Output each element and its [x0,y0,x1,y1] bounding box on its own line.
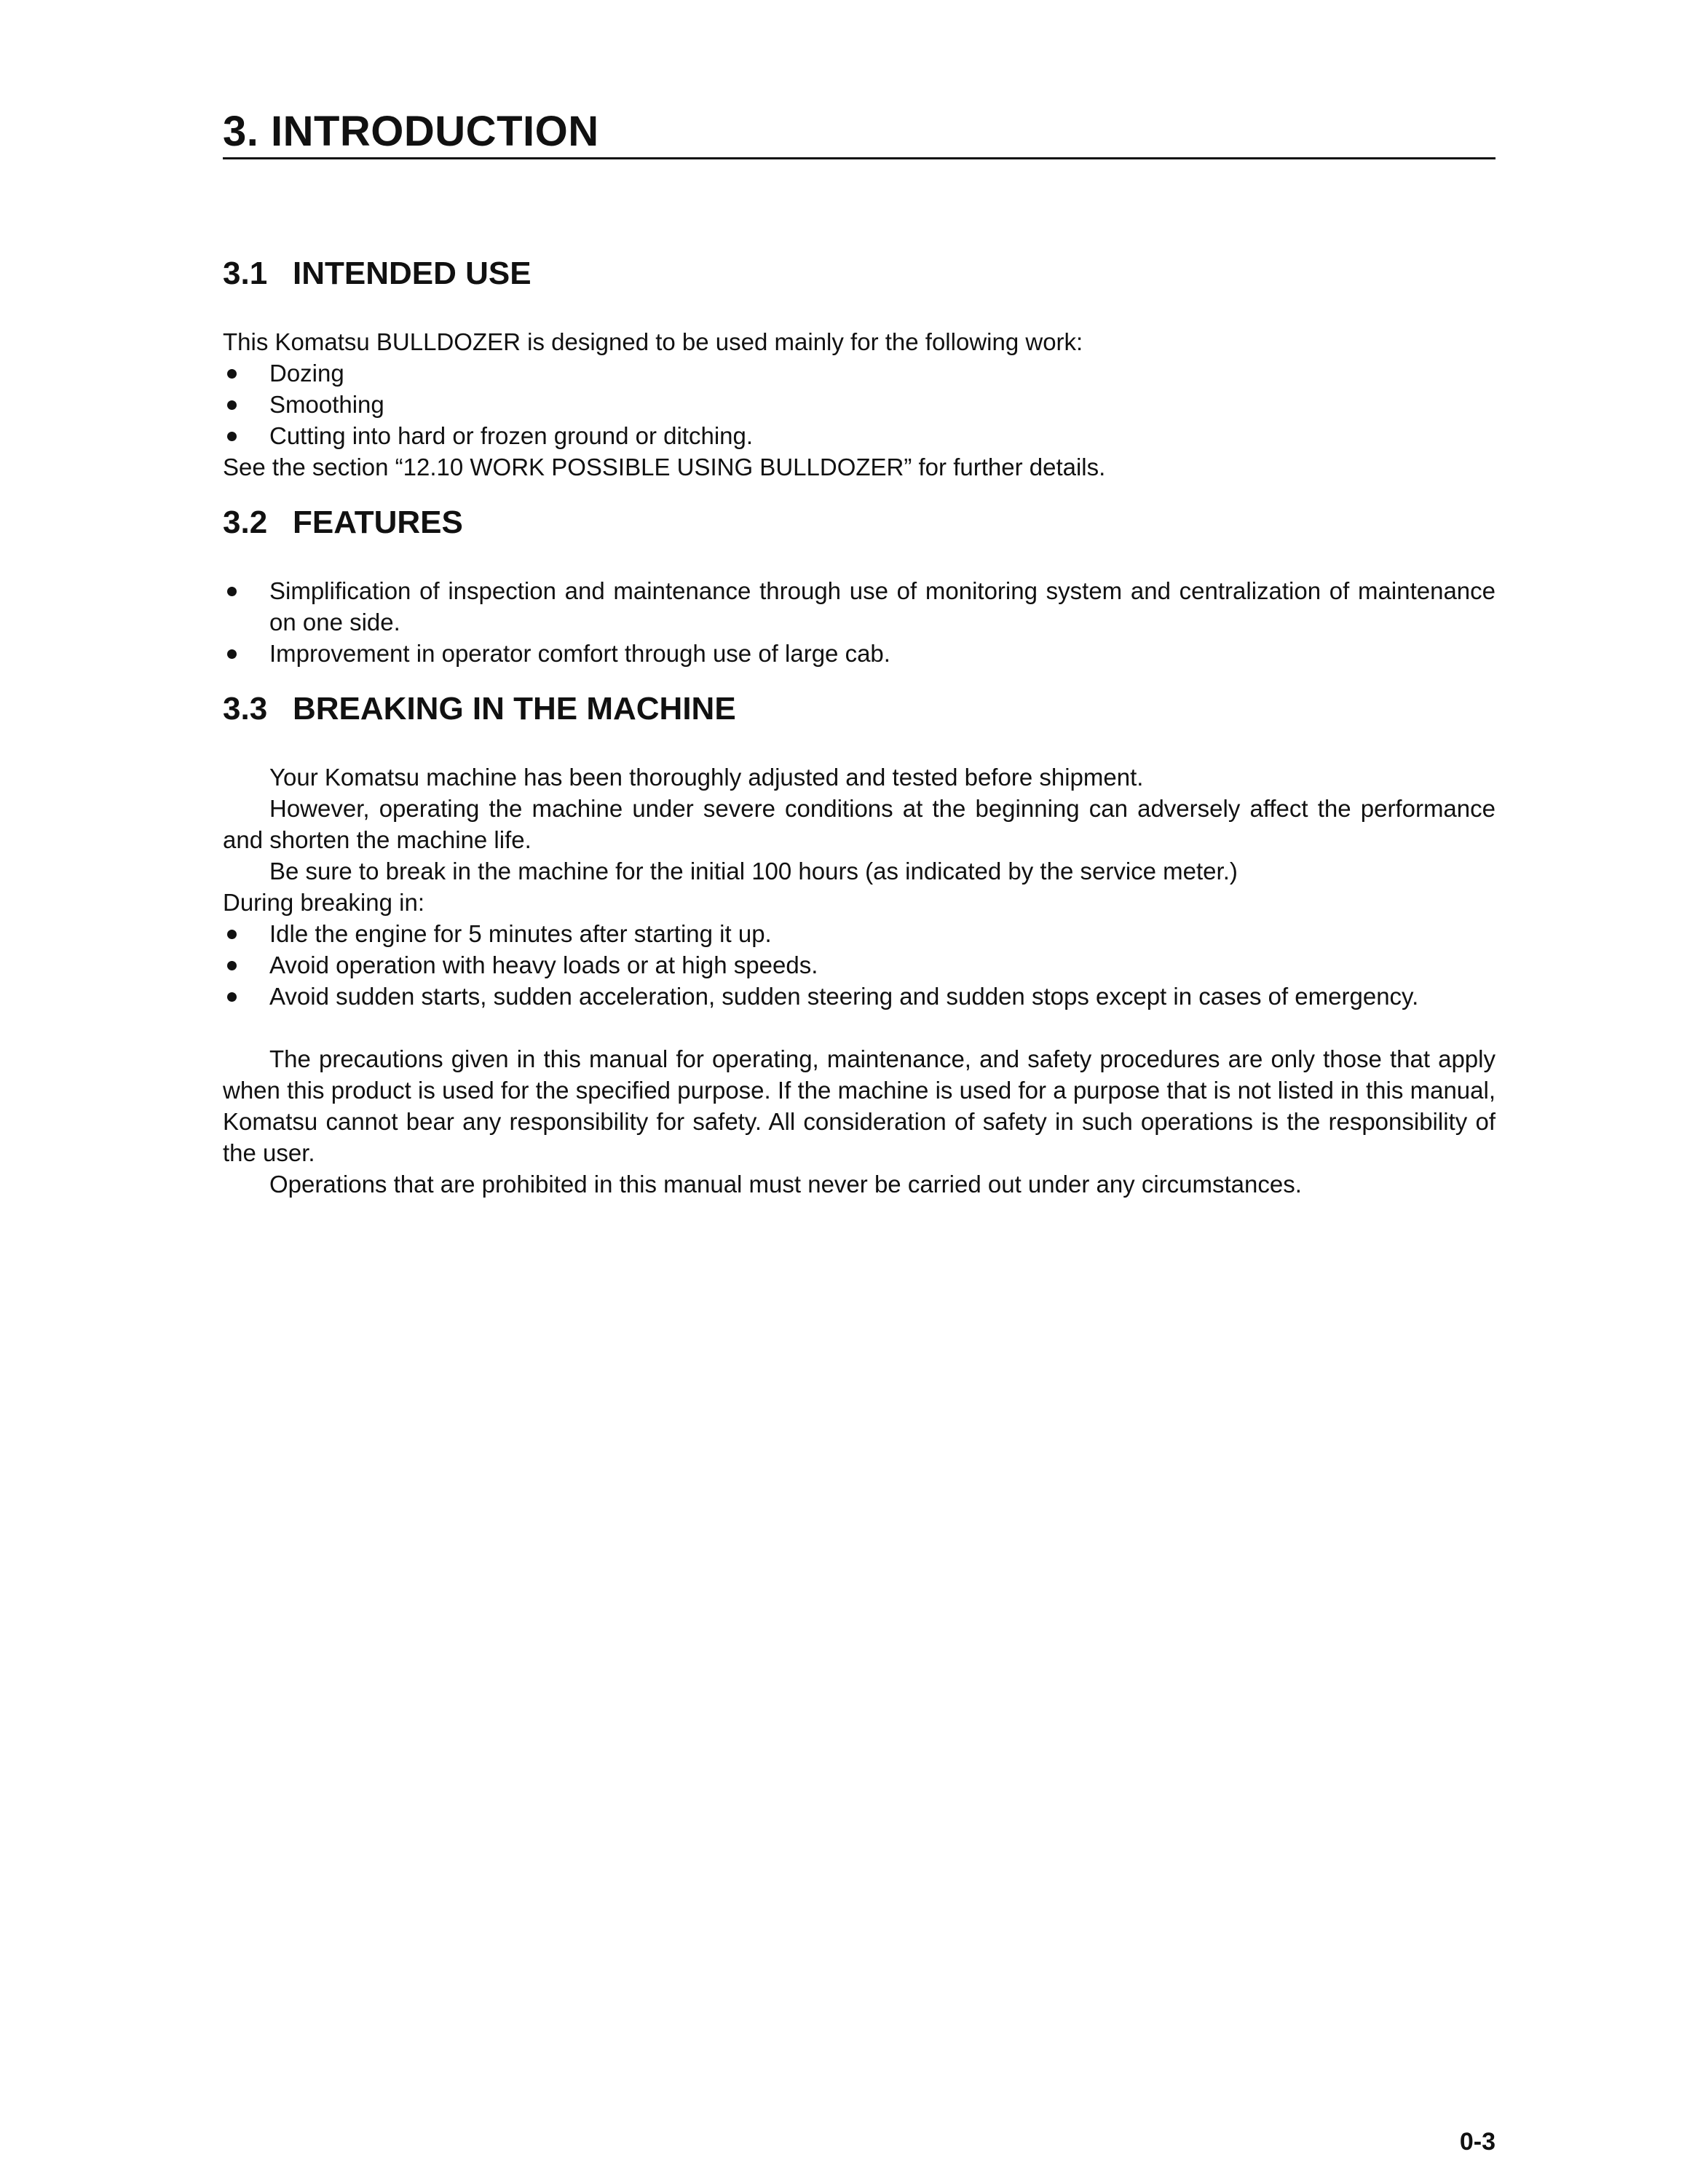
chapter-title: 3. INTRODUCTION [223,108,1496,159]
section-features [223,504,1496,669]
bullet-icon [227,369,237,379]
section-number: 3.2 [223,505,268,540]
bullet-icon [227,432,237,441]
section-number: 3.1 [223,256,268,291]
list-item: Dozing [223,357,1496,389]
breaking-in-list [223,918,1496,1012]
bullet-icon [227,961,237,970]
bullet-icon [227,930,237,939]
list-item: Cutting into hard or frozen ground or ditching. [223,420,1496,451]
list-item: Avoid operation with heavy loads or at high speeds. [223,949,1496,981]
bullet-icon [227,649,237,659]
list-item: Improvement in operator comfort through use of large cab. [223,638,1496,669]
section-number: 3.3 [223,691,268,727]
list-item: Smoothing [223,389,1496,420]
work-list [223,357,1496,451]
list-item: Avoid sudden starts, sudden acceleration, sudden steering and sudden stops except in cases of emergency. [223,981,1496,1012]
section-heading [223,255,1496,293]
section-breaking-in [223,690,1496,1200]
page-number: 0-3 [1459,2128,1496,2156]
intro-text: This Komatsu BULLDOZER is designed to be used mainly for the following work: [223,328,1083,355]
bullet-icon [227,587,237,596]
bullet-icon [227,400,237,410]
section-title: BREAKING IN THE MACHINE [293,691,736,727]
section-heading [223,504,1496,542]
list-item: Idle the engine for 5 minutes after starting it up. [223,918,1496,949]
paragraph: However, operating the machine under severe conditions at the beginning can adversely affect the performance and shorten the machine life. [223,795,1496,853]
list-intro: During breaking in: [223,889,424,916]
paragraph: Your Komatsu machine has been thoroughly adjusted and tested before shipment. [269,764,1144,791]
paragraph: The precautions given in this manual for operating, maintenance, and safety procedures are only those that apply when this product is used for the specified purpose. If the machine is used for a purpose that is not listed in this manual, Komatsu cannot bear any responsibility for safety. All consideration of safety in such operations is the responsibility of the user. [223,1045,1496,1166]
paragraph: Operations that are prohibited in this manual must never be carried out under any circumstances. [269,1171,1302,1198]
section-title: INTENDED USE [293,256,532,291]
list-item: Simplification of inspection and maintenance through use of monitoring system and centralization of maintenance on one side. [223,575,1496,638]
features-list [223,575,1496,669]
bullet-icon [227,992,237,1002]
paragraph: Be sure to break in the machine for the initial 100 hours (as indicated by the service meter.) [269,858,1238,885]
see-section-note: See the section “12.10 WORK POSSIBLE USING BULLDOZER” for further details. [223,454,1106,480]
section-heading [223,690,1496,728]
section-intended-use [223,255,1496,483]
section-title: FEATURES [293,505,463,540]
